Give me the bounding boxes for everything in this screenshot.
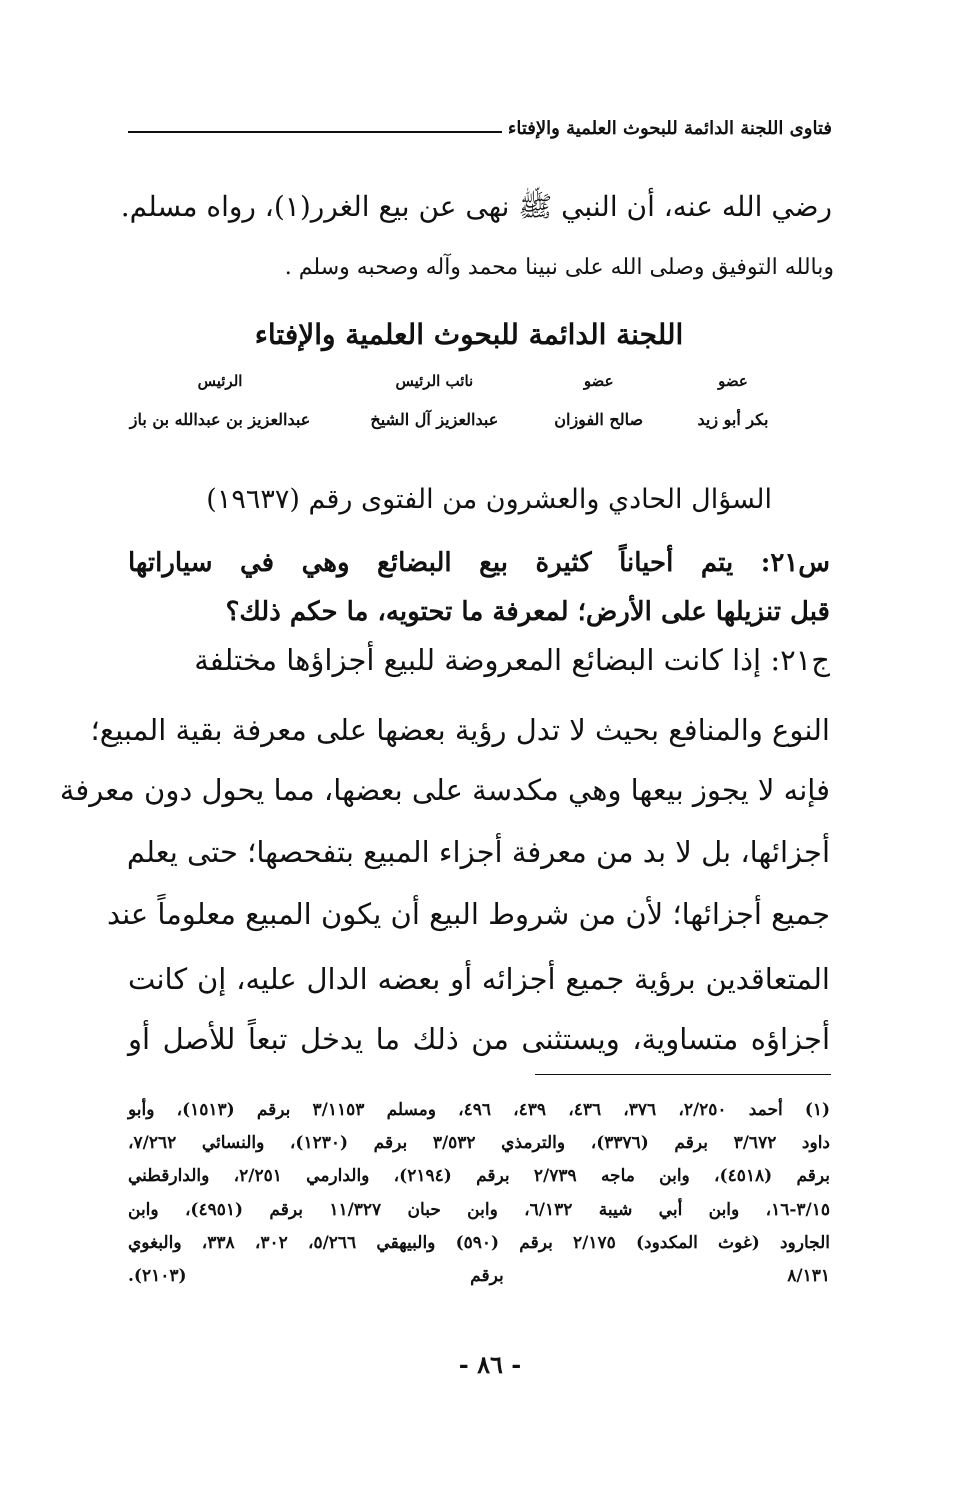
answer-line-6: المتعاقدين برؤية جميع أجزائه أو بعضه الدال عليه، إن كانت	[128, 962, 830, 996]
page-number: - ٨٦ -	[458, 1350, 522, 1379]
footnote-line-3: برقم (٤٥١٨)، وابن ماجه ٢/٧٣٩ برقم (٢١٩٤)، والدارمي ٢/٢٥١، والدارقطني	[128, 1166, 830, 1186]
header-rule	[128, 131, 502, 133]
intro-line-1: رضي الله عنه، أن النبي ﷺ نهى عن بيع الغرر(١)، رواه مسلم.	[120, 190, 832, 223]
role-member-1: عضو	[718, 372, 748, 390]
answer-line-5: جميع أجزائها؛ لأن من شروط البيع أن يكون المبيع معلوماً عند	[106, 897, 830, 931]
answer-line-1: ج٢١: إذا كانت البضائع المعروضة للبيع أجزاؤها مختلفة	[194, 643, 830, 677]
footnote-separator	[535, 1074, 831, 1075]
footnote-line-5: الجارود (غوث المكدود) ٢/١٧٥ برقم (٥٩٠) والبيهقي ٥/٢٦٦، ٣٠٢، ٣٣٨، والبغوي	[128, 1233, 831, 1253]
question-line-1: س٢١: يتم أحياناً كثيرة بيع البضائع وهي في سياراتها	[128, 548, 830, 578]
header-title: فتاوى اللجنة الدائمة للبحوث العلمية والإفتاء	[507, 118, 832, 139]
answer-line-4: أجزائها، بل لا بد من معرفة أجزاء المبيع بتفحصها؛ حتى يعلم	[126, 835, 830, 869]
running-header	[128, 118, 832, 139]
signature-roles	[120, 372, 788, 390]
footnote-line-6: ٨/١٣١ برقم (٢١٠٣).	[128, 1266, 830, 1286]
committee-title: اللجنة الدائمة للبحوث العلمية والإفتاء	[254, 318, 684, 351]
role-vice-president: نائب الرئيس	[395, 372, 474, 390]
role-president: الرئيس	[197, 372, 243, 390]
answer-line-7: أجزاؤه متساوية، ويستثنى من ذلك ما يدخل تبعاً للأصل أو	[128, 1022, 830, 1056]
footnote-line-4: ٣/١٥-١٦، وابن أبي شيبة ٦/١٣٢، وابن حبان ١١/٣٢٧ برقم (٤٩٥١)، وابن	[128, 1200, 831, 1220]
name-vice-president: عبدالعزيز آل الشيخ	[370, 410, 499, 429]
question-line-2: قبل تنزيلها على الأرض؛ لمعرفة ما تحتويه، ما حكم ذلك؟	[225, 597, 830, 627]
answer-line-3: فإنه لا يجوز بيعها وهي مكدسة على بعضها، مما يحول دون معرفة	[59, 773, 830, 807]
question-heading: السؤال الحادي والعشرون من الفتوى رقم (١٩٦٣٧)	[206, 484, 772, 515]
answer-line-2: النوع والمنافع بحيث لا تدل رؤية بعضها على معرفة بقية المبيع؛	[90, 713, 830, 747]
signature-names	[120, 410, 788, 429]
footnote-line-2: داود ٣/٦٧٢ برقم (٣٣٧٦)، والترمذي ٣/٥٣٢ برقم (١٢٣٠)، والنسائي ٧/٢٦٢،	[128, 1133, 831, 1153]
footnote-line-1: (١) أحمد ٢/٢٥٠، ٣٧٦، ٤٣٦، ٤٣٩، ٤٩٦، ومسلم ٣/١١٥٣ برقم (١٥١٣)، وأبو	[128, 1100, 831, 1120]
intro-line-2: وبالله التوفيق وصلى الله على نبينا محمد وآله وصحبه وسلم .	[284, 255, 834, 280]
name-member-2: صالح الفوزان	[554, 410, 644, 429]
name-member-1: بكر أبو زيد	[697, 410, 769, 429]
role-member-2: عضو	[583, 372, 614, 390]
name-president: عبدالعزيز بن عبدالله بن باز	[129, 410, 311, 429]
